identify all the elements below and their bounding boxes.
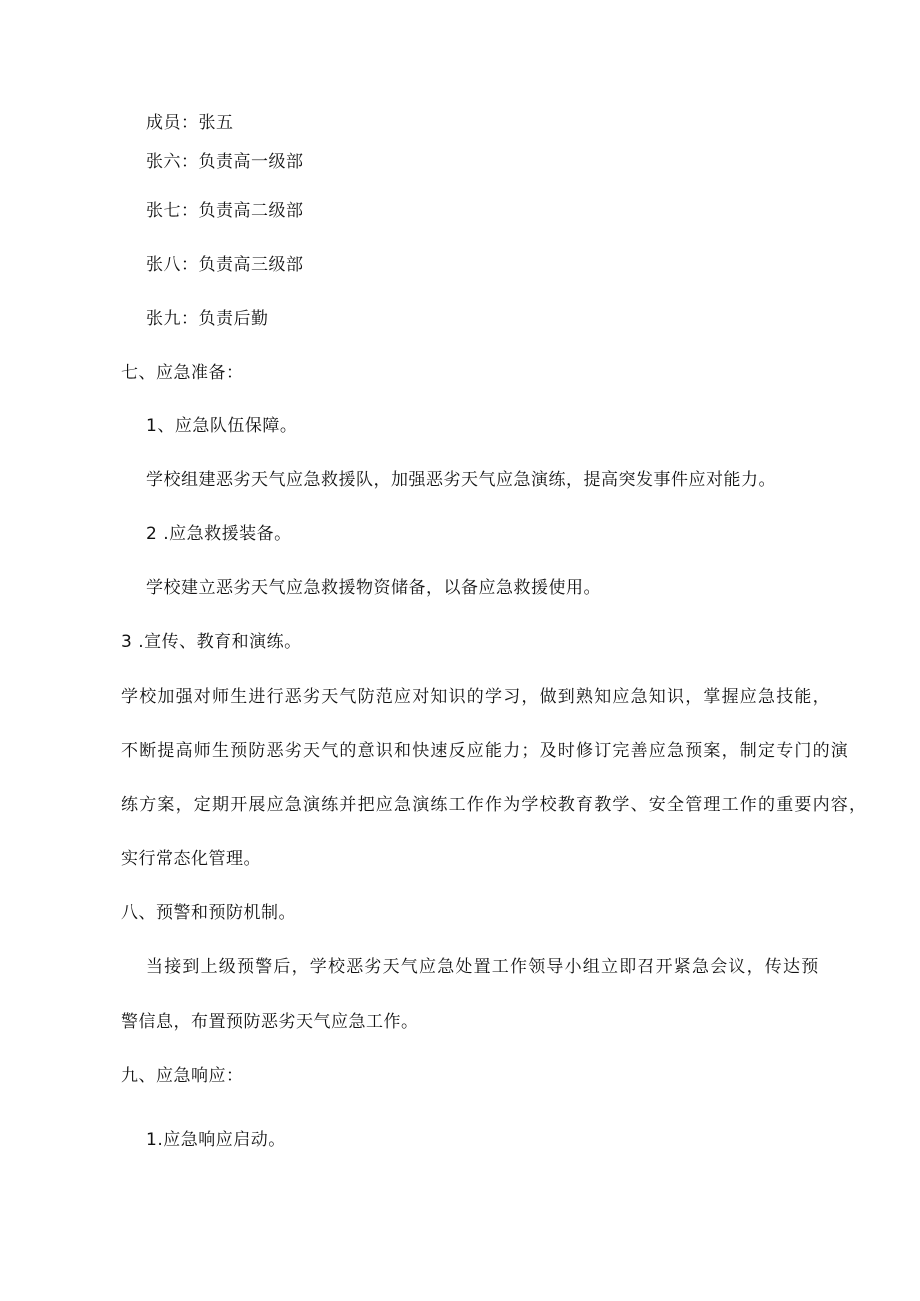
member-zhangliu: 张六：负责高一级部: [146, 152, 304, 172]
member-zhangjiu: 张九：负责后勤: [146, 309, 269, 329]
section8-line: 当接到上级预警后，学校恶劣天气应急处置工作领导小组立即召开紧急会议，传达预: [146, 957, 820, 977]
section7-item3-line: 不断提高师生预防恶劣天气的意识和快速反应能力；及时修订完善应急预案，制定专门的演: [121, 741, 849, 761]
section9-heading: 九、应急响应：: [121, 1066, 244, 1086]
section7-item2-text: 学校建立恶劣天气应急救援物资储备，以备应急救援使用。: [146, 578, 601, 598]
member-zhangba: 张八：负责高三级部: [146, 255, 304, 275]
section7-item3-line: 实行常态化管理。: [121, 849, 261, 869]
section8-heading: 八、预警和预防机制。: [121, 903, 296, 923]
section8-line: 警信息，布置预防恶劣天气应急工作。: [121, 1012, 419, 1032]
section7-item3-line: 练方案，定期开展应急演练并把应急演练工作作为学校教育教学、安全管理工作的重要内容，: [121, 795, 868, 815]
member-zhangqi: 张七：负责高二级部: [146, 201, 304, 221]
section7-item1-text: 学校组建恶劣天气应急救援队，加强恶劣天气应急演练，提高突发事件应对能力。: [146, 470, 776, 490]
section7-item3-heading: 3 .宣传、教育和演练。: [121, 632, 302, 652]
section7-item2-heading: 2 .应急救援装备。: [146, 524, 292, 544]
section9-item1-heading: 1.应急响应启动。: [146, 1130, 286, 1150]
section7-item3-line: 学校加强对师生进行恶劣天气防范应对知识的学习，做到熟知应急知识，掌握应急技能，: [121, 687, 831, 707]
section7-heading: 七、应急准备：: [121, 363, 244, 383]
section7-item1-heading: 1、应急队伍保障。: [146, 416, 298, 436]
member-zhangwu: 成员：张五: [146, 113, 234, 133]
